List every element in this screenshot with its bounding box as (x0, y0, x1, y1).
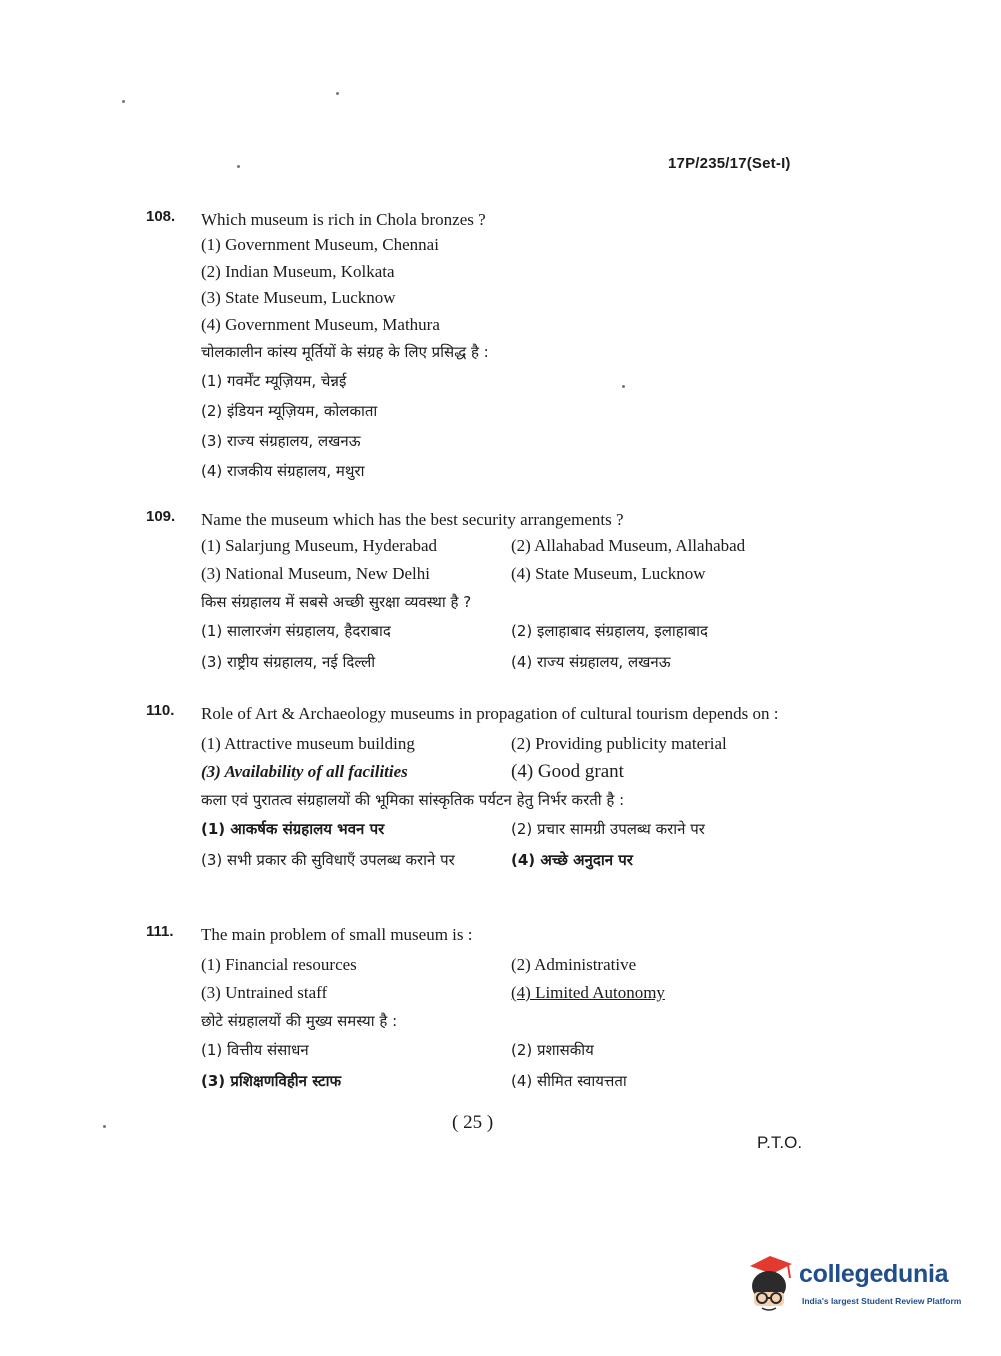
option: (2) Indian Museum, Kolkata (201, 261, 395, 281)
option: (3) Availability of all facilities (201, 762, 408, 781)
option: (3) प्रशिक्षणविहीन स्टाफ (201, 1072, 342, 1090)
question-108 (146, 208, 826, 486)
options-hi (201, 814, 826, 876)
scan-speck (122, 100, 125, 103)
question-text-en: Which museum is rich in Chola bronzes ? (201, 210, 486, 229)
option-marked: (4) Limited Autonomy (511, 983, 665, 1002)
option: (4) राज्य संग्रहालय, लखनऊ (511, 653, 671, 671)
options-hi (201, 616, 826, 678)
option: (4) सीमित स्वायत्तता (511, 1072, 627, 1090)
option: (2) इलाहाबाद संग्रहालय, इलाहाबाद (511, 622, 709, 640)
scan-speck (237, 165, 240, 168)
collegedunia-watermark (742, 1252, 972, 1314)
question-text-hi: चोलकालीन कांस्य मूर्तियों के संग्रह के लिए प्रसिद्ध है : (201, 343, 489, 361)
option: (3) राज्य संग्रहालय, लखनऊ (201, 432, 361, 450)
option: (3) Untrained staff (201, 983, 328, 1002)
option: (1) Salarjung Museum, Hyderabad (201, 536, 438, 555)
options-hi (201, 1035, 826, 1097)
question-109 (146, 508, 826, 678)
question-text-hi: छोटे संग्रहालयों की मुख्य समस्या है : (201, 1012, 398, 1030)
option: (1) Government Museum, Chennai (201, 235, 439, 254)
options-hi (201, 366, 826, 486)
question-number: 109. (146, 508, 176, 525)
option: (1) Attractive museum building (201, 734, 415, 753)
option: (2) Providing publicity material (511, 734, 727, 753)
question-text-en: Name the museum which has the best security arrangements ? (201, 510, 624, 529)
option: (1) Financial resources (201, 955, 357, 974)
option: (4) राजकीय संग्रहालय, मथुरा (201, 462, 365, 480)
option: (2) प्रशासकीय (511, 1041, 594, 1059)
brand-tagline: India's largest Student Review Platform (802, 1296, 962, 1306)
question-number: 110. (146, 702, 175, 719)
question-text-hi: कला एवं पुरातत्व संग्रहालयों की भूमिका सांस्कृतिक पर्यटन हेतु निर्भर करती है : (201, 791, 625, 809)
option: (4) Government Museum, Mathura (201, 314, 440, 334)
options-en (201, 532, 826, 588)
question-text-en: Role of Art & Archaeology museums in propagation of cultural tourism depends on : (201, 704, 779, 723)
option: (2) Administrative (511, 955, 637, 974)
options-en (201, 232, 826, 338)
question-text-en: The main problem of small museum is : (201, 925, 473, 944)
paper-code: 17P/235/17(Set-I) (668, 155, 791, 172)
option: (4) अच्छे अनुदान पर (511, 851, 633, 869)
option: (2) Allahabad Museum, Allahabad (511, 536, 746, 555)
mascot-icon (742, 1252, 798, 1314)
option: (1) गवर्मेंट म्यूज़ियम, चेन्नई (201, 372, 347, 390)
question-number: 111. (146, 923, 174, 940)
option: (3) राष्ट्रीय संग्रहालय, नई दिल्ली (201, 653, 376, 671)
page-number: ( 25 ) (452, 1112, 494, 1133)
brand-name: collegedunia (799, 1260, 949, 1288)
option: (4) Good grant (511, 761, 624, 782)
option: (3) National Museum, New Delhi (201, 564, 430, 583)
option: (4) State Museum, Lucknow (511, 564, 706, 583)
question-text-hi: किस संग्रहालय में सबसे अच्छी सुरक्षा व्यवस्था है ? (201, 593, 472, 611)
options-en (201, 951, 826, 1007)
option: (3) सभी प्रकार की सुविधाएँ उपलब्ध कराने पर (201, 851, 455, 869)
question-111 (146, 923, 826, 1097)
option: (1) आकर्षक संग्रहालय भवन पर (201, 820, 385, 838)
option: (2) इंडियन म्यूज़ियम, कोलकाता (201, 402, 378, 420)
option: (1) सालारजंग संग्रहालय, हैदराबाद (201, 622, 391, 640)
pto-label: P.T.O. (757, 1133, 803, 1152)
question-110 (146, 702, 826, 876)
scan-speck (103, 1125, 106, 1128)
options-en (201, 730, 826, 786)
option: (2) प्रचार सामग्री उपलब्ध कराने पर (511, 820, 705, 838)
scan-speck (622, 385, 625, 388)
option: (1) वित्तीय संसाधन (201, 1041, 309, 1059)
question-number: 108. (146, 208, 176, 225)
option: (3) State Museum, Lucknow (201, 288, 396, 307)
scan-speck (336, 92, 339, 95)
